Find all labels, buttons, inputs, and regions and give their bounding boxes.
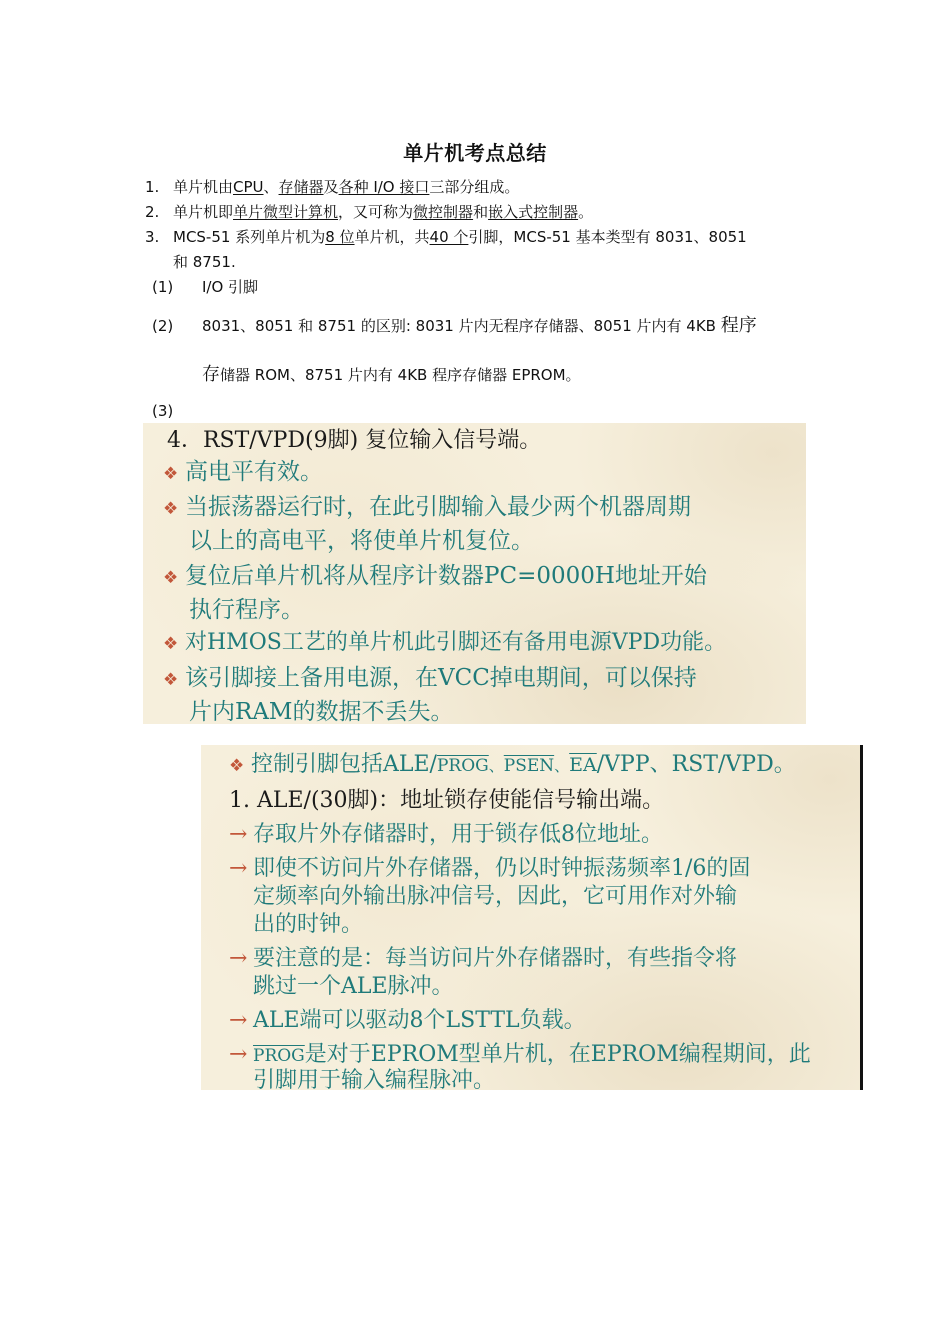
right-arrow-icon: → bbox=[229, 1042, 248, 1067]
diamond-bullet-icon: ❖ bbox=[163, 499, 179, 519]
slide-image-ale bbox=[201, 745, 863, 1090]
slide2-arrow-5: → PROG是对于EPROM型单片机，在EPROM编程期间，此 bbox=[229, 1042, 811, 1067]
diamond-bullet-icon: ❖ bbox=[229, 756, 245, 776]
slide2-heading: 1. ALE/(30脚)：地址锁存使能信号输出端。 bbox=[229, 788, 665, 813]
slide1-bullet-2-cont: 以上的高电平，将使单片机复位。 bbox=[189, 528, 534, 554]
page-title: 单片机考点总结 bbox=[403, 141, 547, 165]
list-item-1: 1. 单片机由CPU、存储器及各种 I/O 接口三部分组成。 bbox=[145, 178, 520, 196]
slide1-bullet-1: ❖ 高电平有效。 bbox=[163, 459, 323, 485]
sub-item-1: (1) I/O 引脚 bbox=[152, 278, 259, 296]
slide-image-rst-vpd bbox=[143, 423, 806, 724]
diamond-bullet-icon: ❖ bbox=[163, 464, 179, 484]
slide1-bullet-3-cont: 执行程序。 bbox=[189, 597, 304, 623]
diamond-bullet-icon: ❖ bbox=[163, 568, 179, 588]
slide1-heading: 4．RST/VPD(9脚) 复位输入信号端。 bbox=[167, 428, 542, 453]
slide2-arrow-3: → 要注意的是：每当访问片外存储器时，有些指令将 bbox=[229, 946, 738, 971]
right-arrow-icon: → bbox=[229, 856, 248, 881]
diamond-bullet-icon: ❖ bbox=[163, 670, 179, 690]
slide2-arrow-3-cont: 跳过一个ALE脉冲。 bbox=[253, 974, 454, 999]
slide2-arrow-5-cont: 引脚用于输入编程脉冲。 bbox=[253, 1068, 496, 1090]
sub-item-2-cont: 存储器 ROM、8751 片内有 4KB 程序存储器 EPROM。 bbox=[202, 364, 581, 385]
slide1-bullet-2: ❖ 当振荡器运行时，在此引脚输入最少两个机器周期 bbox=[163, 494, 691, 520]
sub-item-2: (2) 8031、8051 和 8751 的区别: 8031 片内无程序存储器、8051 片内有 4KB 程序 bbox=[152, 315, 757, 336]
slide2-line-1: ❖ 控制引脚包括ALE/PROG、PSEN、$\overline{EA}$/VPP、RST/VPD。 bbox=[229, 752, 796, 777]
slide2-arrow-2-cont-2: 出的时钟。 bbox=[253, 912, 364, 937]
slide2-arrow-1: → 存取片外存储器时，用于锁存低8位地址。 bbox=[229, 822, 663, 847]
diamond-bullet-icon: ❖ bbox=[163, 634, 179, 654]
slide1-bullet-4: ❖ 对HMOS工艺的单片机此引脚还有备用电源VPD功能。 bbox=[163, 630, 727, 655]
right-arrow-icon: → bbox=[229, 1008, 248, 1033]
slide-edge bbox=[860, 745, 863, 1090]
right-arrow-icon: → bbox=[229, 946, 248, 971]
slide1-bullet-5-cont: 片内RAM的数据不丢失。 bbox=[189, 699, 454, 724]
slide2-arrow-2-cont-1: 定频率向外输出脉冲信号，因此，它可用作对外输 bbox=[253, 884, 738, 909]
slide1-bullet-5: ❖ 该引脚接上备用电源，在VCC掉电期间，可以保持 bbox=[163, 665, 697, 691]
slide1-bullet-3: ❖ 复位后单片机将从程序计数器PC=0000H地址开始 bbox=[163, 563, 707, 589]
right-arrow-icon: → bbox=[229, 822, 248, 847]
list-item-2: 2. 单片机即单片微型计算机，又可称为微控制器和嵌入式控制器。 bbox=[145, 203, 594, 221]
list-item-3: 3. MCS-51 系列单片机为8 位单片机，共40 个引脚，MCS-51 基本类型有 8031、8051 和 8751. bbox=[145, 228, 747, 271]
sub-item-3: (3) bbox=[152, 402, 174, 420]
slide2-arrow-4: → ALE端可以驱动8个LSTTL负载。 bbox=[229, 1008, 586, 1033]
slide2-arrow-2: → 即使不访问片外存储器，仍以时钟振荡频率1/6的固 bbox=[229, 856, 751, 881]
